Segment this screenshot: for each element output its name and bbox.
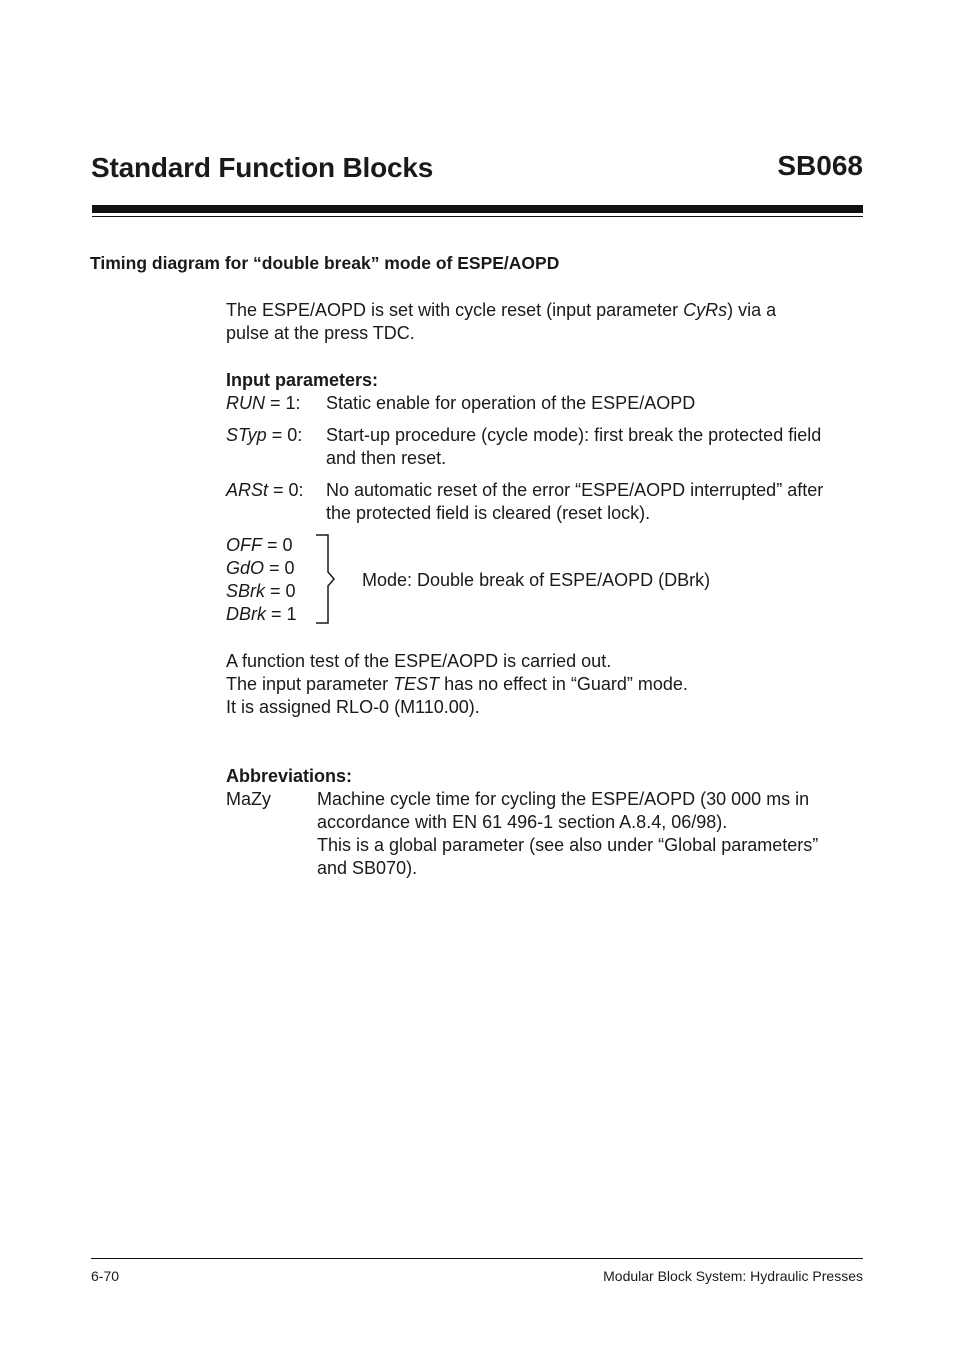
param-off: OFF = 0 — [226, 535, 293, 555]
abbreviations-heading: Abbreviations: — [226, 766, 353, 786]
param-styp-label: STyp = 0: — [226, 425, 303, 445]
param-cyrs: CyRs — [683, 300, 728, 320]
footer-rule — [91, 1258, 863, 1259]
param-styp-desc-2: and then reset. — [326, 448, 447, 468]
publication-title: Modular Block System: Hydraulic Presses — [603, 1268, 863, 1284]
section-title: Timing diagram for “double break” mode of ESPE/AOPD — [90, 253, 560, 273]
note-line-1: A function test of the ESPE/AOPD is carried out. — [226, 651, 612, 671]
mode-description: Mode: Double break of ESPE/AOPD (DBrk) — [362, 570, 711, 590]
header-rule-thick — [92, 205, 863, 213]
input-parameters-heading: Input parameters: — [226, 370, 379, 390]
param-arst-desc-2: the protected field is cleared (reset lock). — [326, 503, 651, 523]
intro-line-2: pulse at the press TDC. — [226, 323, 415, 343]
block-code: SB068 — [777, 150, 863, 181]
param-sbrk: SBrk = 0 — [226, 581, 296, 601]
abbreviation-term: MaZy — [226, 789, 271, 809]
param-run-desc: Static enable for operation of the ESPE/AOPD — [326, 393, 696, 413]
abbreviation-desc-2: accordance with EN 61 496-1 section A.8.4, 06/98). — [317, 812, 728, 832]
abbreviation-desc-3: This is a global parameter (see also under “Global parameters” — [317, 835, 819, 855]
page-title: Standard Function Blocks — [91, 152, 434, 183]
param-run-label: RUN = 1: — [226, 393, 301, 413]
param-styp-desc-1: Start-up procedure (cycle mode): first break the protected field — [326, 425, 822, 445]
header-rule-thin — [92, 216, 863, 217]
intro-line-1: The ESPE/AOPD is set with cycle reset (input parameter CyRs) via a — [226, 300, 777, 320]
note-line-2: The input parameter TEST has no effect in “Guard” mode. — [226, 674, 688, 694]
abbreviation-desc-4: and SB070). — [317, 858, 418, 878]
param-arst-label: ARSt = 0: — [226, 480, 304, 500]
page-number: 6-70 — [91, 1268, 120, 1284]
abbreviation-desc-1: Machine cycle time for cycling the ESPE/AOPD (30 000 ms in — [317, 789, 810, 809]
param-gdo: GdO = 0 — [226, 558, 295, 578]
param-dbrk: DBrk = 1 — [226, 604, 297, 624]
note-line-3: It is assigned RLO-0 (M110.00). — [226, 697, 480, 717]
curly-brace-icon — [314, 534, 342, 624]
param-test: TEST — [393, 674, 440, 694]
param-arst-desc-1: No automatic reset of the error “ESPE/AOPD interrupted” after — [326, 480, 824, 500]
